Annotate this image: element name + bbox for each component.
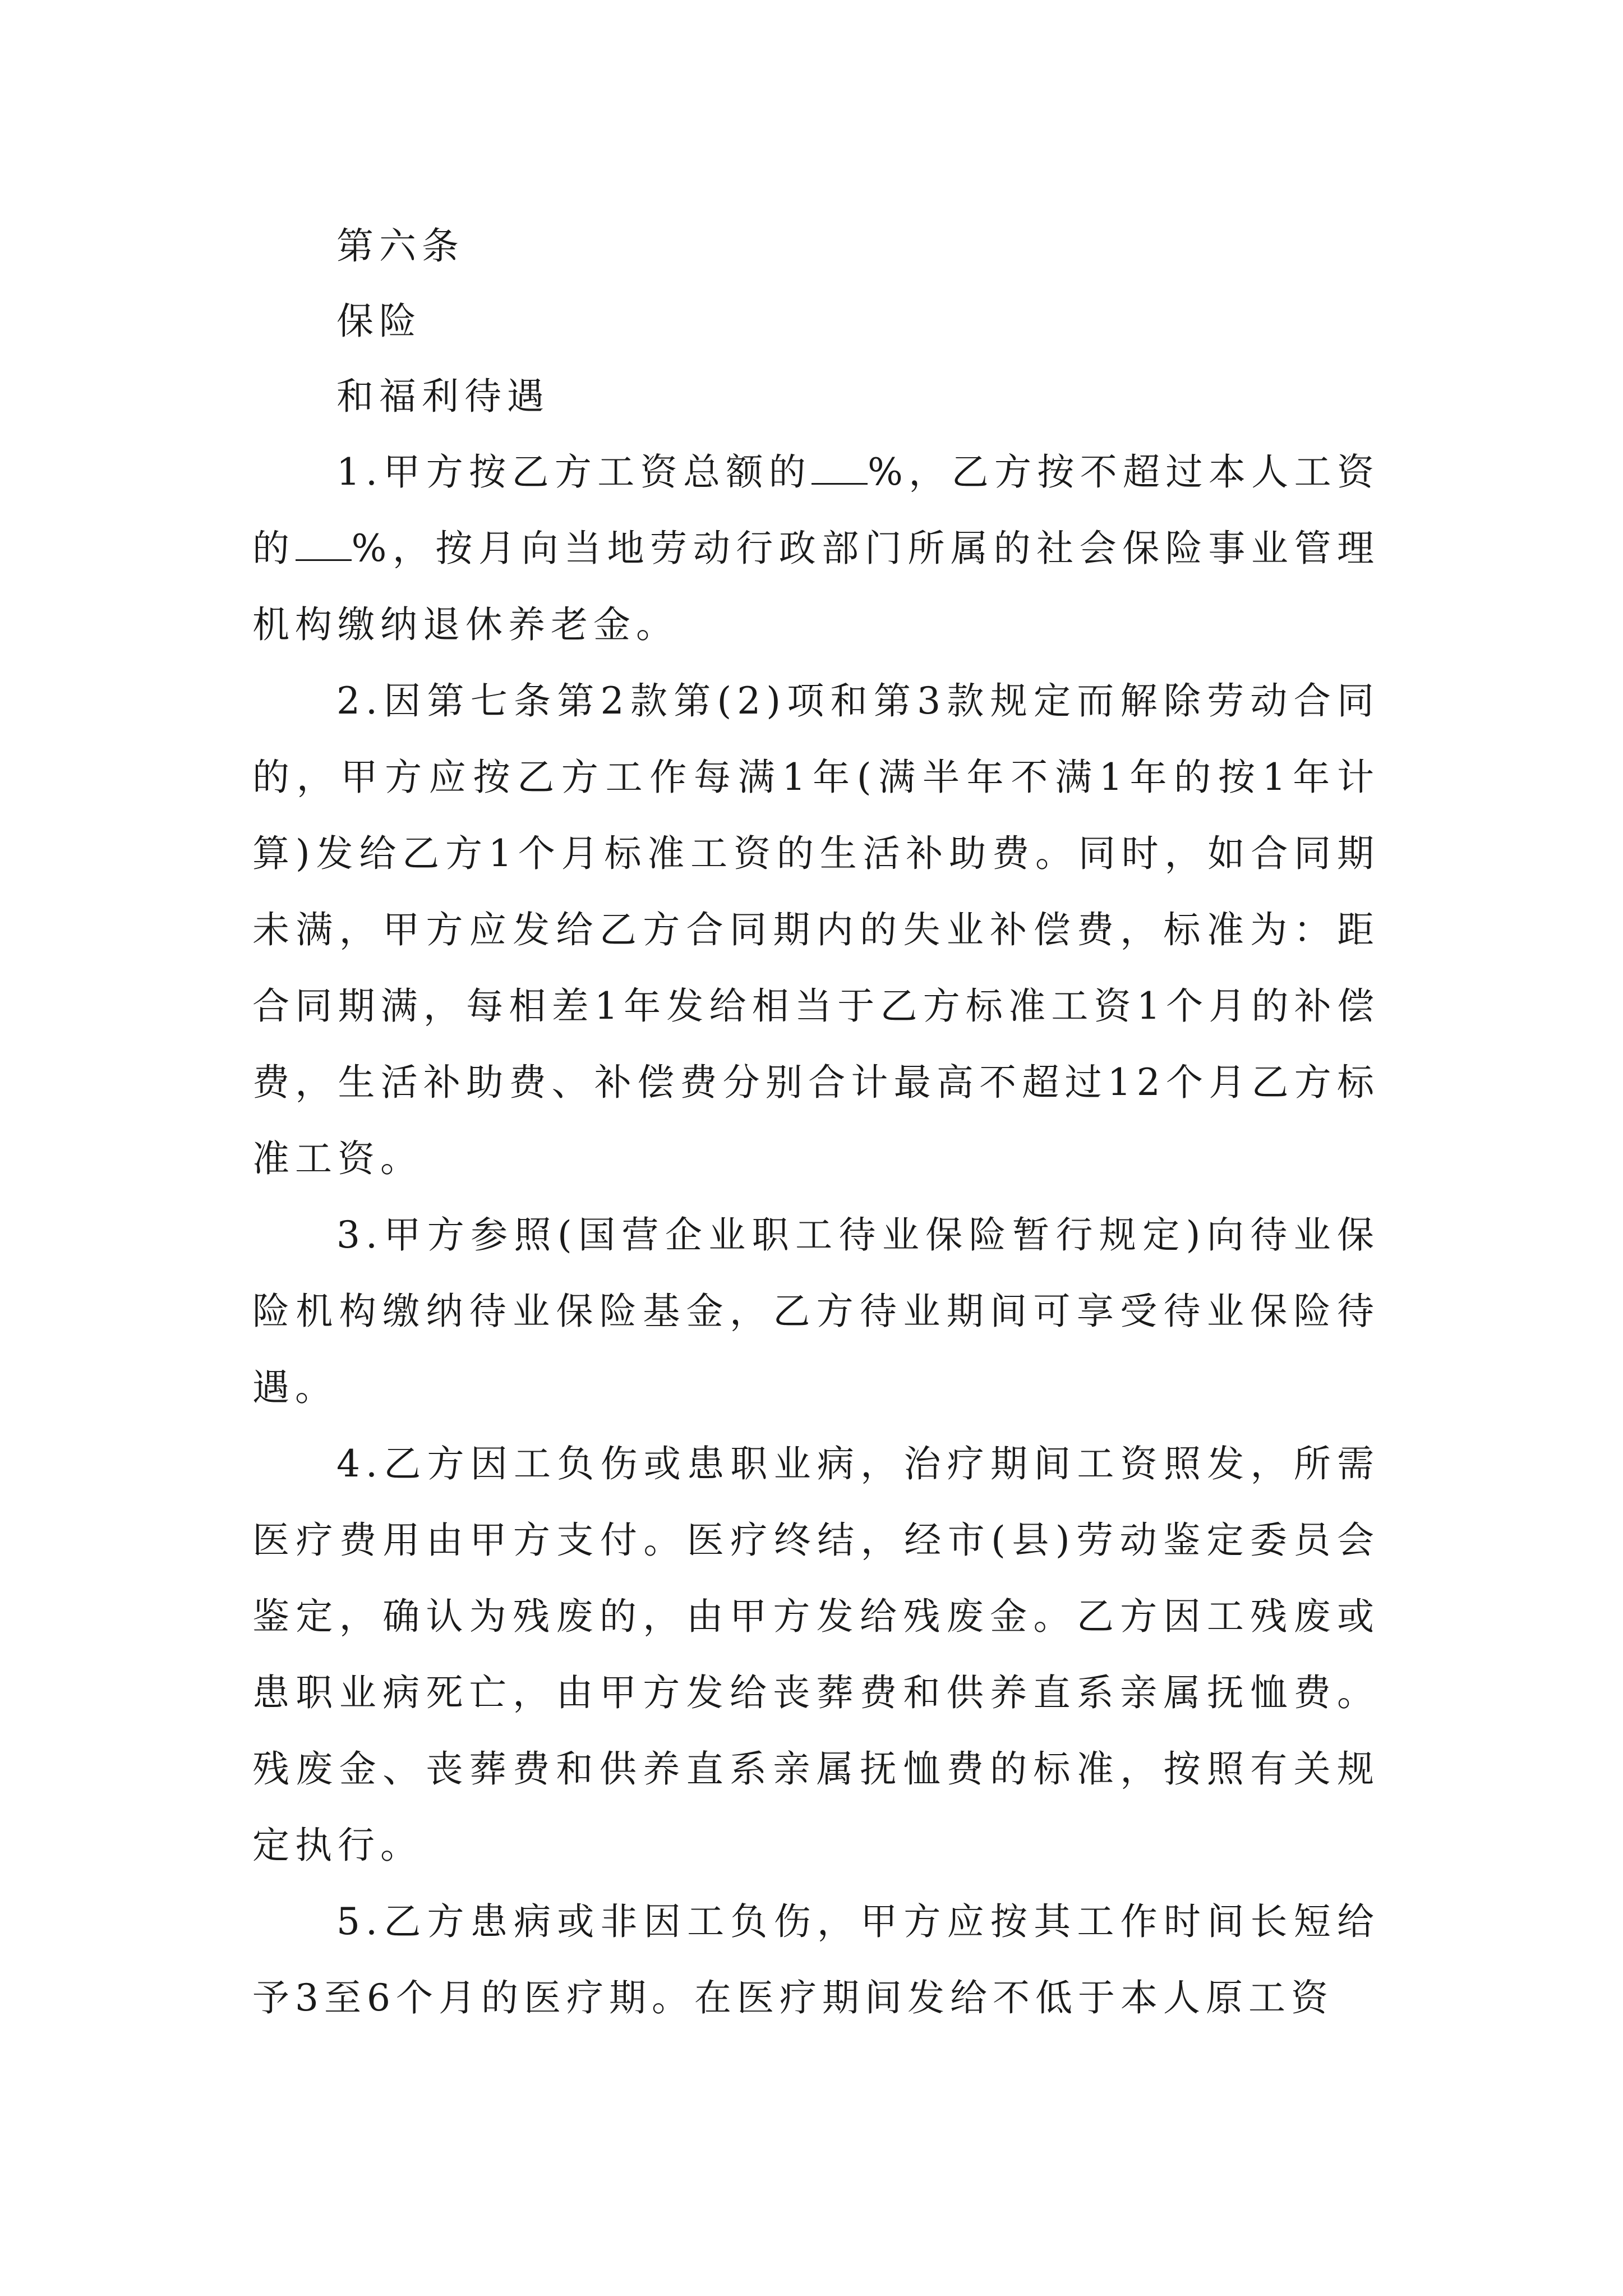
article-heading-line-3: 和福利待遇 xyxy=(336,375,550,418)
fill-in-blank-employer-rate xyxy=(811,454,868,485)
fill-in-blank-employee-rate xyxy=(296,530,352,561)
clause-1-text-c: %，按月向当地劳动行政部门所属的社会保险事业管理机构缴纳退休养老金。 xyxy=(252,527,1380,646)
article-heading-line-2: 保险 xyxy=(336,300,422,343)
document-body xyxy=(252,209,1380,2036)
clause-2: 2.因第七条第2款第(2)项和第3款规定而解除劳动合同的，甲方应按乙方工作每满1年(满半年不满1年的按1年计算)发给乙方1个月标准工资的生活补助费。同时，如合同期未满，甲方应发给乙方合同期内的失业补偿费，标准为：距合同期满，每相差1年发给相当于乙方标准工资1个月的补偿费，生活补助费、补偿费分别合计最高不超过12个月乙方标准工资。 xyxy=(252,679,1380,1180)
clause-1 xyxy=(252,434,1380,663)
clause-3: 3.甲方参照(国营企业职工待业保险暂行规定)向待业保险机构缴纳待业保险基金，乙方待业期间可享受待业保险待遇。 xyxy=(252,1213,1380,1409)
clause-4: 4.乙方因工负伤或患职业病，治疗期间工资照发，所需医疗费用由甲方支付。医疗终结，经市(县)劳动鉴定委员会鉴定，确认为残废的，由甲方发给残废金。乙方因工残废或患职业病死亡，由甲方发给丧葬费和供养直系亲属抚恤费。残废金、丧葬费和供养直系亲属抚恤费的标准，按照有关规定执行。 xyxy=(252,1442,1380,1867)
clause-5: 5.乙方患病或非因工负伤，甲方应按其工作时间长短给予3至6个月的医疗期。在医疗期间发给不低于本人原工资 xyxy=(252,1900,1380,2019)
clause-1-text-b: %，乙方按不超过本人工资的 xyxy=(252,450,1380,570)
clause-1-text-a: 1.甲方按乙方工资总额的 xyxy=(336,450,812,494)
article-heading-line-1: 第六条 xyxy=(336,224,464,268)
